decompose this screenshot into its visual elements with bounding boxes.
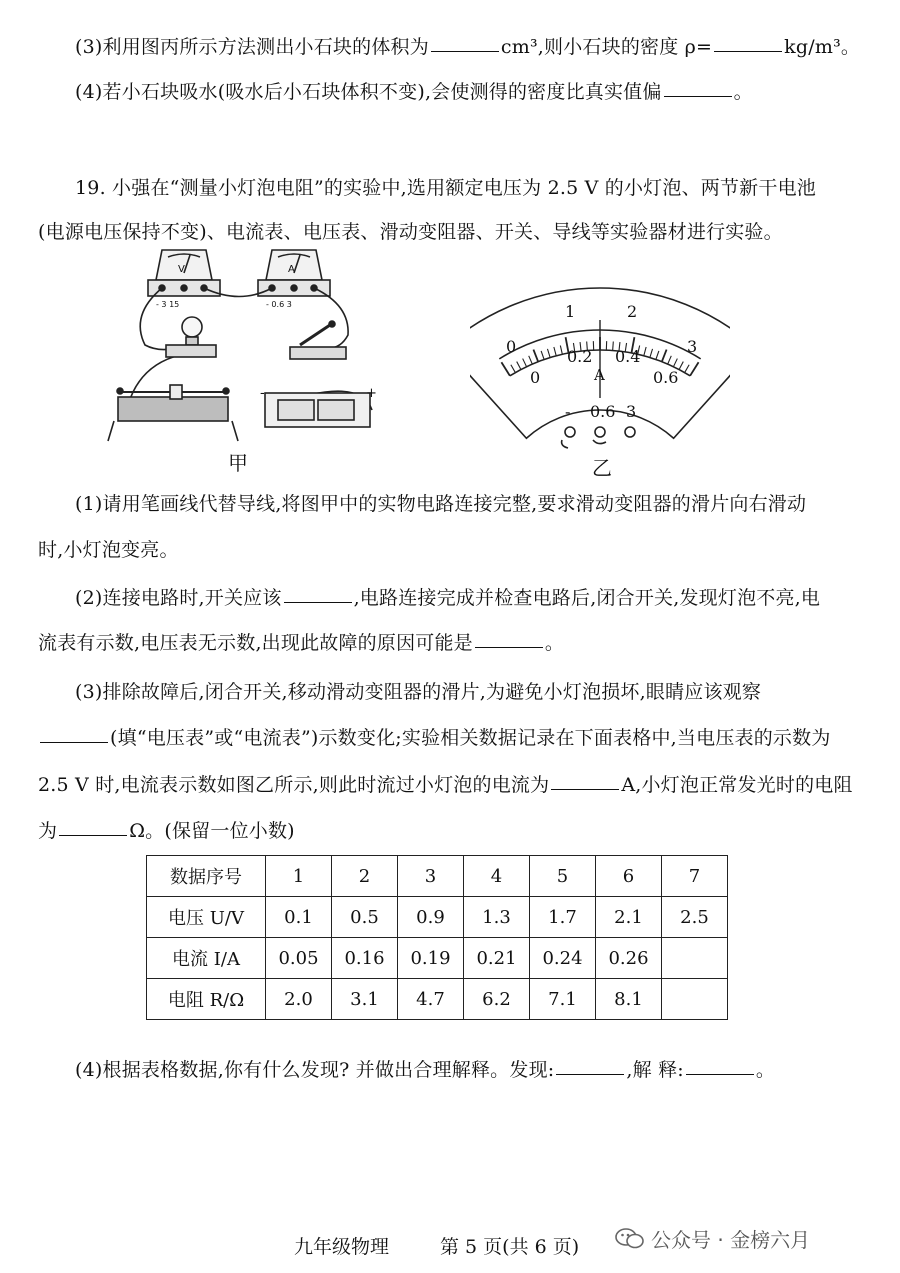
rheostat-icon [108,385,238,441]
row-label: 电流 I/A [147,938,266,979]
answer-blank[interactable] [686,1073,754,1075]
dial-tick [668,356,672,364]
dial-tick [613,341,614,350]
table-header-cell: 2 [332,856,398,897]
table-cell: 6.2 [464,979,530,1020]
dial-tick [554,347,556,356]
table-header-cell: 数据序号 [147,856,266,897]
q19-part2-line1: (2)连接电路时,开关应该 ,电路连接完成并检查电路后,闭合开关,发现灯泡不亮,电 [75,587,821,609]
table-cell: 2.5 [662,897,728,938]
table-cell: 2.1 [596,897,662,938]
table-header-cell: 7 [662,856,728,897]
dial-tick [644,347,646,356]
table-cell: 0.24 [530,938,596,979]
q19-intro-line1: 19. 小强在“测量小灯泡电阻”的实验中,选用额定电压为 2.5 V 的小灯泡、两节新干电池 [75,177,816,199]
data-table [146,855,728,1020]
table-cell [662,938,728,979]
voltmeter-terminals: - 3 15 [156,300,180,309]
battery-minus: - [260,386,265,401]
table-header-cell: 3 [398,856,464,897]
answer-blank[interactable] [431,50,499,52]
row-label: 电压 U/V [147,897,266,938]
outer-scale-3: 3 [687,337,698,356]
q19-intro-line2: (电源电压保持不变)、电流表、电压表、滑动变阻器、开关、导线等实验器材进行实验。 [38,221,783,243]
table-cell: 0.5 [332,897,398,938]
dial-tick [529,356,533,364]
table-cell: 0.9 [398,897,464,938]
answer-blank[interactable] [59,834,127,836]
dial-tick [501,362,509,376]
q18-part3: (3)利用图丙所示方法测出小石块的体积为 cm³,则小石块的密度 ρ= kg/m³。 [75,36,861,58]
footer-subject: 九年级物理 [294,1236,390,1258]
figure-yi-ammeter-dial [470,280,730,450]
q19-part3-line1: (3)排除故障后,闭合开关,移动滑动变阻器的滑片,为避免小灯泡损坏,眼睛应该观察 [75,681,762,703]
outer-scale-2: 2 [627,302,638,321]
table-cell: 7.1 [530,979,596,1020]
table-cell: 0.1 [266,897,332,938]
answer-blank[interactable] [714,50,782,52]
table-cell: 0.05 [266,938,332,979]
inner-scale-1: 0.2 [567,347,593,366]
footer-page: 第 5 页(共 6 页) [440,1236,580,1258]
outer-scale-0: 0 [506,337,517,356]
table-cell: 0.21 [464,938,530,979]
inner-scale-0: 0 [530,368,541,387]
answer-blank[interactable] [556,1073,624,1075]
table-header-row [147,856,728,897]
battery-plus: + [366,386,377,401]
table-cell: 2.0 [266,979,332,1020]
q19-part1-line2: 时,小灯泡变亮。 [38,539,179,561]
q19-part2-line2: 流表有示数,电压表无示数,出现此故障的原因可能是 。 [38,632,565,654]
answer-blank[interactable] [551,788,619,790]
dial-tick [650,349,653,358]
inner-scale-2: 0.4 [615,347,641,366]
q19-part3-line2: (填“电压表”或“电流表”)示数变化;实验相关数据记录在下面表格中,当电压表的示数为 [38,723,831,750]
table-cell: 0.16 [332,938,398,979]
table-row-voltage [147,897,728,938]
q19-part4: (4)根据表格数据,你有什么发现? 并做出合理解释。发现: ,解 释: 。 [75,1059,776,1081]
table-header-cell: 4 [464,856,530,897]
q19-part1-line1: (1)请用笔画线代替导线,将图甲中的实物电路连接完整,要求滑动变阻器的滑片向右滑动 [75,493,807,515]
figure-yi-caption: 乙 [592,456,612,480]
dial-tick [673,359,677,367]
watermark [615,1224,810,1253]
bulb-icon [166,317,216,357]
dial-tick [547,349,550,358]
table-row-resistance [147,979,728,1020]
figure-jia-circuit [100,245,390,445]
answer-blank[interactable] [664,95,732,97]
dial-tick [656,351,659,359]
dial-tick [541,351,544,359]
inner-scale-3: 0.6 [653,368,679,387]
voltmeter-letter: V [178,264,185,275]
terminal-3: 3 [626,402,637,421]
dial-tick [533,350,538,362]
table-cell: 8.1 [596,979,662,1020]
dial-tick [662,350,667,362]
switch-icon [290,321,346,359]
dial-tick [511,365,515,373]
table-cell: 0.26 [596,938,662,979]
dial-unit: A [594,366,605,384]
ammeter-letter: A [288,264,295,275]
wechat-icon [615,1227,645,1251]
outer-scale-1: 1 [565,302,576,321]
ammeter-terminals: - 0.6 3 [266,300,292,309]
figure-jia-caption: 甲 [228,451,248,475]
watermark-text: 公众号 · 金榜六月 [651,1228,811,1252]
answer-blank[interactable] [284,601,352,603]
terminal-minus: - [565,402,571,421]
table-header-cell: 5 [530,856,596,897]
table-cell: 3.1 [332,979,398,1020]
table-cell [662,979,728,1020]
table-cell: 0.19 [398,938,464,979]
dial-tick [523,359,527,367]
row-label: 电阻 R/Ω [147,979,266,1020]
table-cell: 1.3 [464,897,530,938]
dial-tick [679,362,683,370]
q18-part4: (4)若小石块吸水(吸水后小石块体积不变),会使测得的密度比真实值偏 。 [75,81,753,103]
table-cell: 1.7 [530,897,596,938]
table-cell: 4.7 [398,979,464,1020]
battery-icon [265,393,370,427]
table-header-cell: 6 [596,856,662,897]
answer-blank[interactable] [40,741,108,743]
terminal-0.6: 0.6 [590,402,616,421]
table-row-current [147,938,728,979]
dial-tick [560,345,562,354]
answer-blank[interactable] [475,646,543,648]
table-header-cell: 1 [266,856,332,897]
dial-tick [685,365,689,373]
q19-part3-line3: 2.5 V 时,电流表示数如图乙所示,则此时流过小灯泡的电流为 A,小灯泡正常发光时的电阻 [38,774,853,796]
q19-part3-line4: 为 Ω。(保留一位小数) [38,820,295,842]
dial-tick [517,362,521,370]
dial-tick [690,362,698,376]
